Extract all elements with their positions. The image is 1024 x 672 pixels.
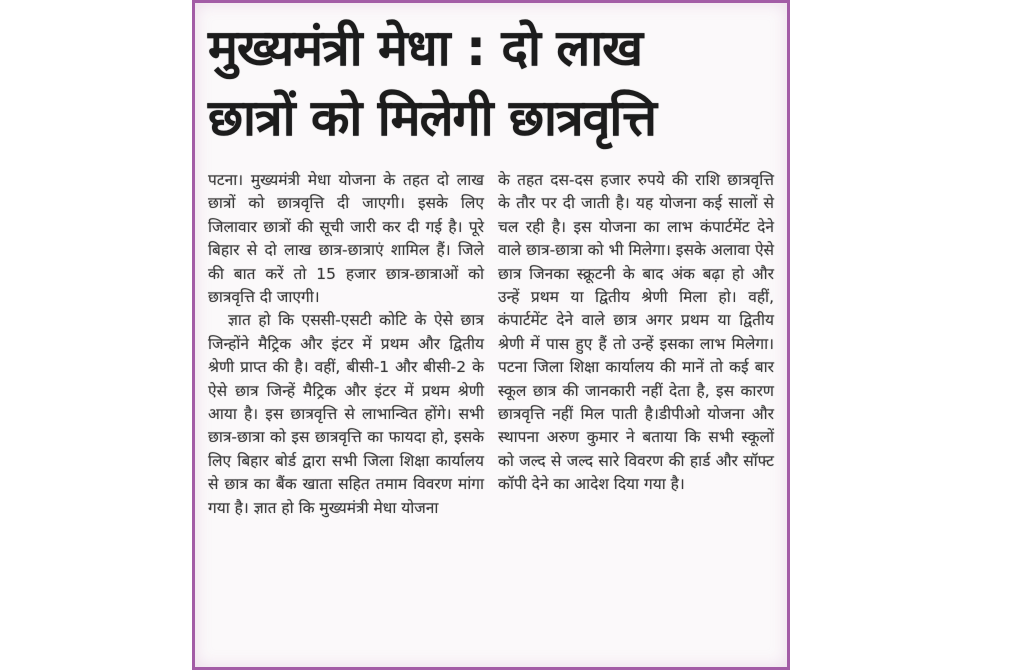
column-right [498,169,774,520]
headline-line-1: मुख्यमंत्री मेधा : दो लाख [208,19,643,77]
headline [208,13,774,153]
headline-line-2: छात्रों को मिलेगी छात्रवृत्ति [208,89,656,147]
paragraph-continued: के तहत दस-दस हजार रुपये की राशि छात्रवृत्ति के तौर पर दी जाती है। यह योजना कई सालों से चल रही है। इस योजना का लाभ कंपार्टमेंट देने वाले छात्र-छात्रा को भी मिलेगा। इसके अलावा ऐसे छात्र जिनका स्क्रूटनी के बाद अंक बढ़ा हो और उन्हें प्रथम या द्वितीय श्रेणी मिला हो। वहीं, कंपार्टमेंट देने वाले छात्र अगर प्रथम या द्वितीय श्रेणी में पास हुए हैं तो उन्हें इसका लाभ मिलेगा। पटना जिला शिक्षा कार्यालय की मानें तो कई बार स्कूल छात्र की जानकारी नहीं देता है, इस कारण छात्रवृत्ति नहीं मिल पाती है।डीपीओ योजना और स्थापना अरुण कुमार ने बताया कि सभी स्कूलों को जल्द से जल्द सारे विवरण की हार्ड और सॉफ्ट कॉपी देने का आदेश दिया गया है। [498,171,774,494]
paragraph-second: ज्ञात हो कि एससी-एसटी कोटि के ऐसे छात्र जिन्होंने मैट्रिक और इंटर में प्रथम और द्वितीय श्रेणी प्राप्त की है। वहीं, बीसी-1 और बीसी-2 के ऐसे छात्र जिन्हें मैट्रिक और इंटर में प्रथम श्रेणी आया है। इस छात्रवृत्ति से लाभान्वित होंगे। सभी छात्र-छात्रा को इस छात्रवृत्ति का फायदा हो, इसके लिए बिहार बोर्ड द्वारा सभी जिला शिक्षा कार्यालय से छात्र का बैंक खाता सहित तमाम विवरण मांगा गया है। ज्ञात हो कि मुख्यमंत्री मेधा योजना [208,311,484,517]
column-left [208,169,484,520]
article-body [208,169,774,520]
newspaper-clipping [192,0,790,670]
paragraph-lead: पटना। मुख्यमंत्री मेधा योजना के तहत दो लाख छात्रों को छात्रवृत्ति दी जाएगी। इसके लिए जिलावार छात्रों की सूची जारी कर दी गई है। पूरे बिहार से दो लाख छात्र-छात्राएं शामिल हैं। जिले की बात करें तो 15 हजार छात्र-छात्राओं को छात्रवृत्ति दी जाएगी। [208,171,484,307]
